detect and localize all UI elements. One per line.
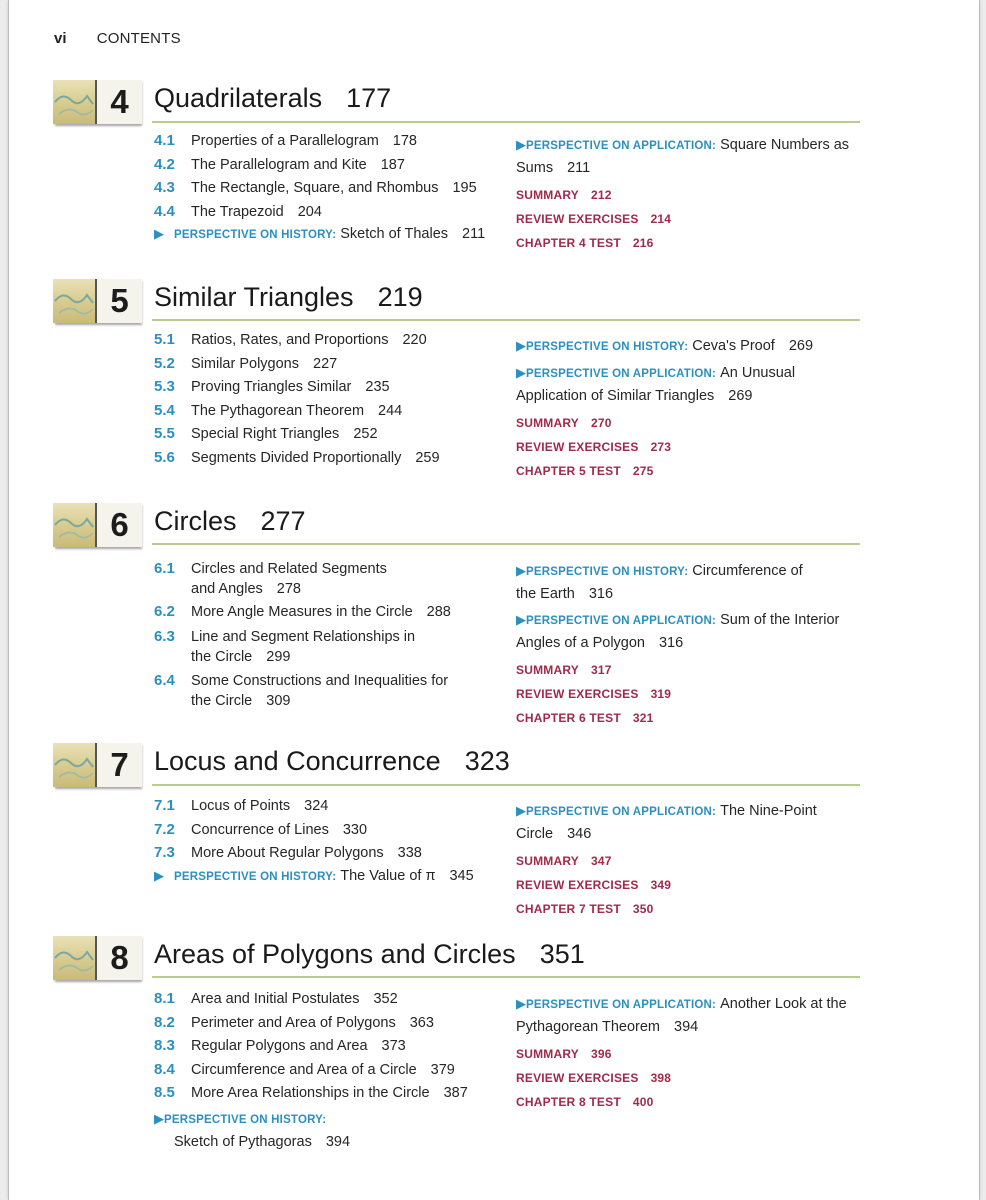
chapter-badge (53, 743, 140, 787)
page-number: vi (54, 30, 67, 47)
chapter-test-link[interactable]: CHAPTER 7 TEST 350 (516, 902, 654, 916)
chapter-test-link[interactable]: CHAPTER 8 TEST 400 (516, 1095, 654, 1109)
section-entry[interactable]: 5.3 Proving Triangles Similar 235 (154, 378, 390, 396)
map-thumbnail-icon (53, 936, 95, 980)
arrow-icon: ▶ (516, 137, 526, 152)
perspective-application[interactable]: ▶PERSPECTIVE ON APPLICATION: Another Look at the Pythagorean Theorem 394 (516, 996, 847, 1035)
review-exercises-link[interactable]: REVIEW EXERCISES 214 (516, 212, 672, 226)
sections-column (154, 132, 499, 250)
section-entry[interactable]: 5.2 Similar Polygons 227 (154, 354, 338, 372)
chapter-title[interactable]: Similar Triangles 219 (154, 282, 423, 312)
review-exercises-link[interactable]: REVIEW EXERCISES 273 (516, 440, 672, 454)
section-entry[interactable]: 5.6 Segments Divided Proportionally 259 (154, 448, 440, 466)
section-entry[interactable]: 4.2 The Parallelogram and Kite 187 (154, 155, 405, 173)
extras-column (516, 800, 866, 921)
chapter-number: 6 (95, 503, 142, 547)
chapter-rule (152, 121, 860, 123)
map-thumbnail-icon (53, 743, 95, 787)
sections-column (154, 559, 499, 715)
chapter-title[interactable]: Areas of Polygons and Circles 351 (154, 939, 585, 969)
section-entry[interactable]: 5.1 Ratios, Rates, and Proportions 220 (154, 331, 427, 348)
summary-link[interactable]: SUMMARY 270 (516, 416, 612, 430)
section-entry[interactable]: 8.1 Area and Initial Postulates 352 (154, 990, 398, 1007)
chapter-rule (152, 319, 860, 321)
chapter-badge (53, 936, 140, 980)
section-entry[interactable]: 5.5 Special Right Triangles 252 (154, 425, 378, 443)
sections-column (154, 331, 499, 473)
chapter-number: 4 (95, 80, 142, 124)
chapter-number: 8 (95, 936, 142, 980)
chapter-test-link[interactable]: CHAPTER 6 TEST 321 (516, 711, 654, 725)
section-entry[interactable]: 7.1 Locus of Points 324 (154, 797, 329, 814)
section-entry[interactable]: 8.3 Regular Polygons and Area 373 (154, 1037, 406, 1055)
page-title: CONTENTS (96, 30, 181, 47)
sections-column (154, 797, 499, 891)
perspective-application[interactable]: ▶PERSPECTIVE ON APPLICATION: The Nine-Point Circle 346 (516, 803, 817, 842)
arrow-icon: ▶ (154, 1110, 164, 1126)
review-exercises-link[interactable]: REVIEW EXERCISES 319 (516, 687, 672, 701)
arrow-icon: ▶ (516, 338, 526, 353)
chapter-badge (53, 279, 140, 323)
section-entry[interactable]: 7.2 Concurrence of Lines 330 (154, 820, 368, 838)
chapter-title[interactable]: Circles 277 (154, 506, 306, 536)
arrow-icon: ▶ (516, 365, 526, 380)
chapter-test-link[interactable]: CHAPTER 5 TEST 275 (516, 464, 654, 478)
perspective-history[interactable]: ▶ PERSPECTIVE ON HISTORY: Sketch of Thales 211 (154, 226, 486, 243)
arrow-icon: ▶ (516, 803, 526, 818)
section-entry[interactable]: 8.2 Perimeter and Area of Polygons 363 (154, 1013, 434, 1031)
chapter-number: 7 (95, 743, 142, 787)
arrow-icon: ▶ (516, 996, 526, 1011)
chapter-rule (152, 976, 860, 978)
arrow-icon: ▶ (516, 612, 526, 627)
section-entry[interactable]: 5.4 The Pythagorean Theorem 244 (154, 401, 403, 419)
page-header (54, 30, 181, 47)
section-entry[interactable]: 6.4 Some Constructions and Inequalities for the Circle 309 (154, 671, 449, 709)
sections-column (154, 990, 499, 1157)
extras-column (516, 560, 866, 730)
section-entry[interactable]: 6.1 Circles and Related Segments and Angles 278 (154, 560, 387, 597)
perspective-history[interactable]: ▶ PERSPECTIVE ON HISTORY: The Value of π 345 (154, 867, 474, 884)
perspective-application[interactable]: ▶PERSPECTIVE ON APPLICATION: Square Numbers as Sums 211 (516, 137, 850, 176)
section-entry[interactable]: 4.4 The Trapezoid 204 (154, 202, 322, 220)
extras-column (516, 335, 866, 483)
chapter-title[interactable]: Locus and Concurrence 323 (154, 746, 510, 776)
chapter-test-link[interactable]: CHAPTER 4 TEST 216 (516, 236, 654, 250)
section-entry[interactable]: 4.1 Properties of a Parallelogram 178 (154, 132, 417, 149)
arrow-icon: ▶ (516, 563, 526, 578)
arrow-icon: ▶ (154, 867, 164, 883)
summary-link[interactable]: SUMMARY 212 (516, 188, 612, 202)
chapter-rule (152, 784, 860, 786)
section-entry[interactable]: 8.4 Circumference and Area of a Circle 379 (154, 1060, 455, 1078)
perspective-history[interactable]: ▶PERSPECTIVE ON HISTORY: Circumference of the Earth 316 (516, 563, 803, 602)
section-entry[interactable]: 8.5 More Area Relationships in the Circle 387 (154, 1084, 468, 1102)
perspective-application[interactable]: ▶PERSPECTIVE ON APPLICATION: An Unusual Application of Similar Triangles 269 (516, 365, 796, 404)
map-thumbnail-icon (53, 80, 95, 124)
toc-page (8, 0, 980, 1200)
chapter-rule (152, 543, 860, 545)
map-thumbnail-icon (53, 279, 95, 323)
summary-link[interactable]: SUMMARY 347 (516, 854, 612, 868)
review-exercises-link[interactable]: REVIEW EXERCISES 398 (516, 1071, 672, 1085)
section-entry[interactable]: 4.3 The Rectangle, Square, and Rhombus 195 (154, 179, 477, 197)
map-thumbnail-icon (53, 503, 95, 547)
chapter-badge (53, 503, 140, 547)
section-entry[interactable]: 7.3 More About Regular Polygons 338 (154, 844, 422, 862)
section-entry[interactable]: 6.3 Line and Segment Relationships in the Circle 299 (154, 627, 416, 665)
arrow-icon: ▶ (154, 226, 164, 242)
summary-link[interactable]: SUMMARY 396 (516, 1047, 612, 1061)
summary-link[interactable]: SUMMARY 317 (516, 663, 612, 677)
chapter-title[interactable]: Quadrilaterals 177 (154, 83, 392, 113)
perspective-history[interactable]: ▶PERSPECTIVE ON HISTORY: Sketch of Pythagoras 394 (154, 1110, 351, 1150)
extras-column (516, 134, 866, 255)
section-entry[interactable]: 6.2 More Angle Measures in the Circle 288 (154, 603, 451, 620)
review-exercises-link[interactable]: REVIEW EXERCISES 349 (516, 878, 672, 892)
perspective-application[interactable]: ▶PERSPECTIVE ON APPLICATION: Sum of the Interior Angles of a Polygon 316 (516, 612, 840, 651)
extras-column (516, 993, 866, 1114)
perspective-history[interactable]: ▶PERSPECTIVE ON HISTORY: Ceva's Proof 269 (516, 338, 814, 354)
chapter-badge (53, 80, 140, 124)
chapter-number: 5 (95, 279, 142, 323)
